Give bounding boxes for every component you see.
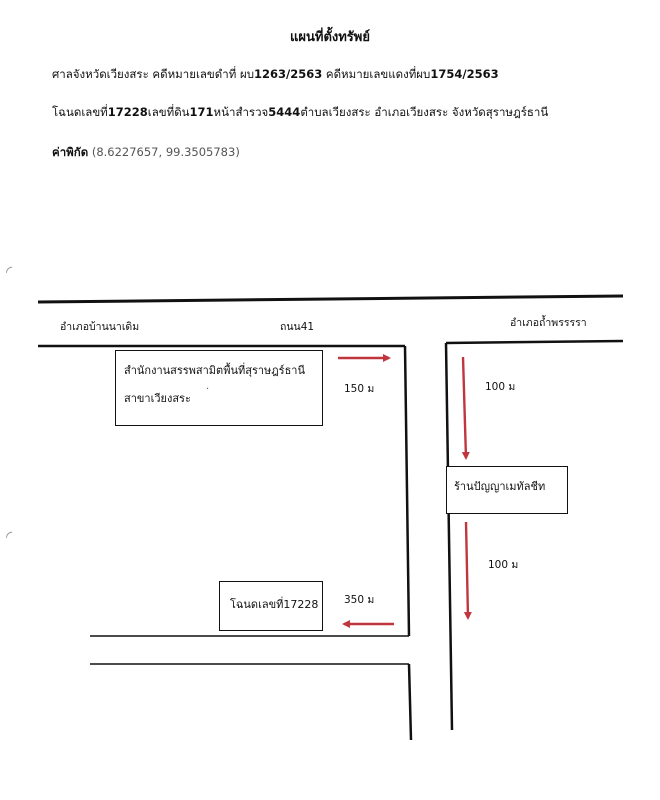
- binding-hole-mark-top: ◜: [6, 262, 13, 281]
- coordinates-value: (8.6227657, 99.3505783): [91, 145, 240, 159]
- distance-150m-label: 150 ม: [344, 383, 375, 395]
- red-case-number: 1754/2563: [430, 67, 499, 81]
- survey-page-label: หน้าสำรวจ: [213, 105, 269, 119]
- court-case-prefix: ศาลจังหวัดเวียงสระ คดีหมายเลขดำที่ ผบ: [52, 67, 254, 81]
- land-number-label: เลขที่ดิน: [147, 105, 190, 119]
- metal-sheet-shop-label: ร้านปัญญาเมทัลชีท: [454, 480, 546, 493]
- arrow-100-down-bottom: [466, 522, 468, 618]
- page-title: แผนที่ตั้งทรัพย์: [290, 30, 370, 45]
- deed-number: 17228: [107, 105, 148, 119]
- distance-100m-bottom-label: 100 ม: [488, 559, 519, 571]
- deed-17228-box: [219, 581, 323, 631]
- road-label-route-41: ถนน41: [280, 321, 315, 333]
- deed-17228-label: โฉนดเลขที่17228: [230, 598, 319, 611]
- road-label-tham-phanna: อำเภอถ้ำพรรรรา: [510, 317, 587, 329]
- excise-office-box: [115, 350, 323, 426]
- side-road-left-edge-upper: [405, 346, 409, 636]
- black-case-number: 1263/2563: [254, 67, 323, 81]
- arrow-100-down-top: [463, 357, 466, 458]
- court-case-middle: คดีหมายเลขแดงที่ผบ: [322, 67, 431, 81]
- excise-office-line2: สาขาเวียงสระ: [124, 392, 191, 405]
- scan-speck: ·: [206, 384, 210, 395]
- survey-page-number: 5444: [268, 105, 301, 119]
- deed-label: โฉนดเลขที่: [52, 105, 108, 119]
- main-road-top-edge: [38, 296, 623, 302]
- distance-350m-label: 350 ม: [344, 594, 375, 606]
- distance-100m-top-label: 100 ม: [485, 381, 516, 393]
- coordinates-label: ค่าพิกัด: [52, 145, 89, 159]
- land-number: 171: [189, 105, 214, 119]
- excise-office-line1: สำนักงานสรรพสามิตพื้นที่สุราษฎร์ธานี: [124, 364, 305, 377]
- location-text: ตำบลเวียงสระ อำเภอเวียงสระ จังหวัดสุราษฎร์ธานี: [300, 105, 549, 119]
- side-road-right-edge: [446, 343, 452, 730]
- main-road-bottom-edge-right: [446, 341, 623, 343]
- metal-sheet-shop-box: [446, 466, 568, 514]
- side-road-left-edge-lower: [409, 664, 411, 740]
- binding-hole-mark-bottom: ◜: [6, 527, 13, 546]
- road-label-ban-na-doem: อำเภอบ้านนาเดิม: [60, 321, 140, 333]
